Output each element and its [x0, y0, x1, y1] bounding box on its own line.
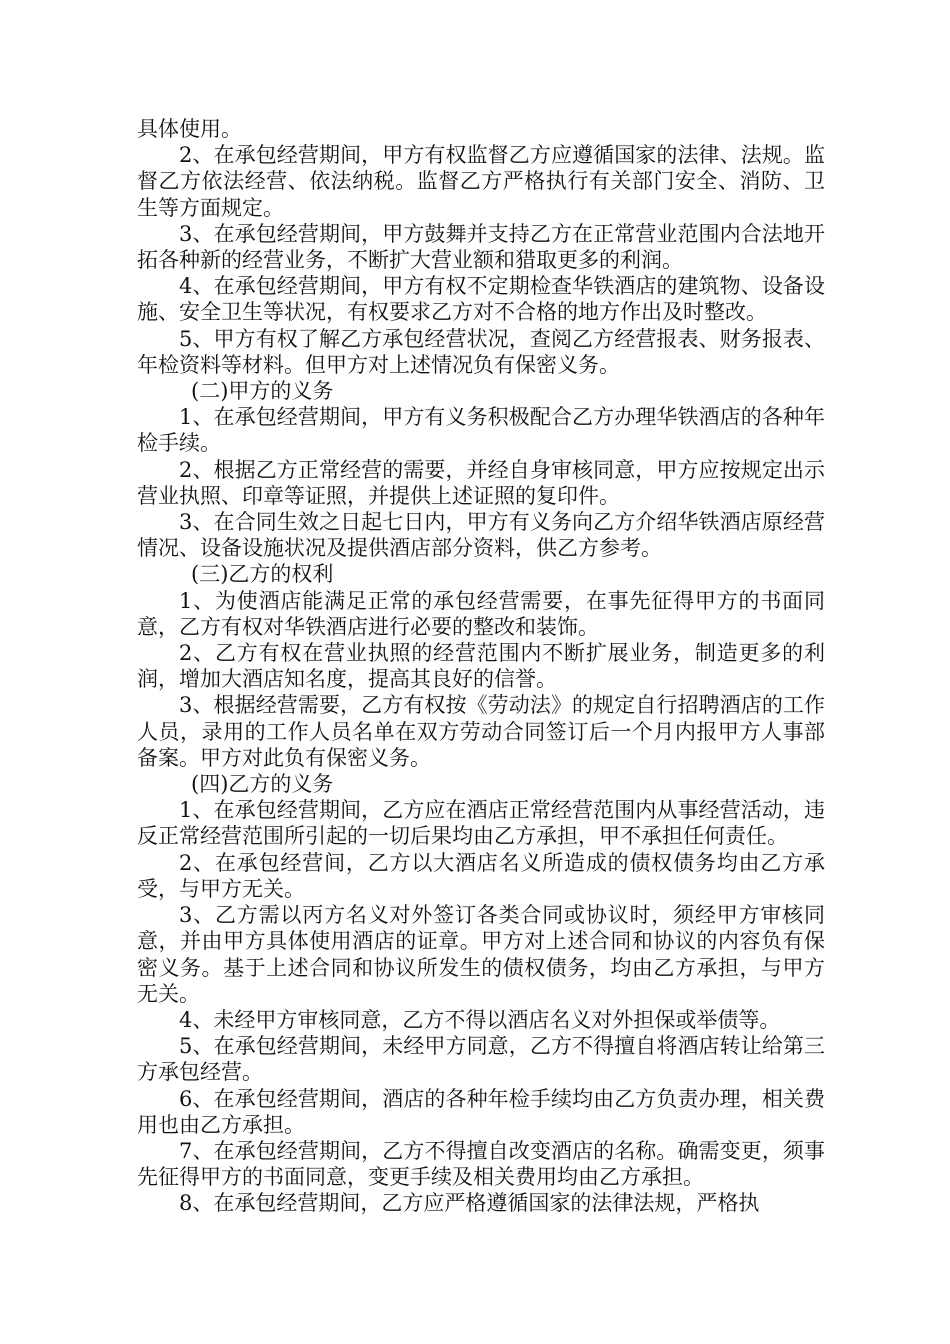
- paragraph: 3、在合同生效之日起七日内，甲方有义务向乙方介绍华铁酒店原经营情况、设备设施状况及提供酒店部分资料，供乙方参考。: [137, 510, 825, 561]
- paragraph: 具体使用。: [137, 117, 242, 141]
- paragraph: 3、在承包经营期间，甲方鼓舞并支持乙方在正常营业范围内合法地开拓各种新的经营业务，不断扩大营业额和猎取更多的利润。: [137, 221, 825, 273]
- paragraph: 8、在承包经营期间，乙方应严格遵循国家的法律法规，严格执: [179, 1191, 760, 1216]
- document-body: [137, 116, 825, 1217]
- paragraph: 1、在承包经营期间，甲方有义务积极配合乙方办理华铁酒店的各种年检手续。: [137, 405, 825, 456]
- paragraph: 5、在承包经营期间，未经甲方同意，乙方不得擅自将酒店转让给第三方承包经营。: [137, 1034, 825, 1085]
- paragraph: 6、在承包经营期间，酒店的各种年检手续均由乙方负责办理，相关费用也由乙方承担。: [137, 1086, 825, 1137]
- paragraph: 3、根据经营需要，乙方有权按《劳动法》的规定自行招聘酒店的工作人员，录用的工作人员名单在双方劳动合同签订后一个月内报甲方人事部备案。甲方对此负有保密义务。: [137, 693, 825, 770]
- paragraph: 4、未经甲方审核同意，乙方不得以酒店名义对外担保或举债等。: [179, 1007, 781, 1032]
- paragraph: 1、在承包经营期间，乙方应在酒店正常经营范围内从事经营活动，违反正常经营范围所引起的一切后果均由乙方承担，甲不承担任何责任。: [137, 798, 825, 849]
- paragraph: 5、甲方有权了解乙方承包经营状况，查阅乙方经营报表、财务报表、年检资料等材料。但甲方对上述情况负有保密义务。: [137, 326, 825, 377]
- section-heading: (二)甲方的义务: [191, 379, 334, 404]
- section-heading: (四)乙方的义务: [191, 772, 334, 797]
- paragraph: 7、在承包经营期间，乙方不得擅自改变酒店的名称。确需变更，须事先征得甲方的书面同意，变更手续及相关费用均由乙方承担。: [137, 1138, 825, 1190]
- paragraph: 2、在承包经营间，乙方以大酒店名义所造成的债权债务均由乙方承受，与甲方无关。: [137, 850, 825, 901]
- paragraph: 4、在承包经营期间，甲方有权不定期检查华铁酒店的建筑物、设备设施、安全卫生等状况，有权要求乙方对不合格的地方作出及时整改。: [137, 274, 825, 325]
- section-heading: (三)乙方的权利: [191, 562, 334, 587]
- paragraph: 2、根据乙方正常经营的需要，并经自身审核同意，甲方应按规定出示营业执照、印章等证照，并提供上述证照的复印件。: [137, 457, 825, 508]
- paragraph: 2、在承包经营期间，甲方有权监督乙方应遵循国家的法律、法规。监督乙方依法经营、依法纳税。监督乙方严格执行有关部门安全、消防、卫生等方面规定。: [137, 143, 825, 220]
- paragraph: 3、乙方需以丙方名义对外签订各类合同或协议时，须经甲方审核同意，并由甲方具体使用酒店的证章。甲方对上述合同和协议的内容负有保密义务。基于上述合同和协议所发生的债权债务，均由乙方承担，与甲方无关。: [137, 903, 825, 1006]
- paragraph: 2、乙方有权在营业执照的经营范围内不断扩展业务，制造更多的利润，增加大酒店知名度，提高其良好的信誉。: [137, 641, 825, 692]
- paragraph: 1、为使酒店能满足正常的承包经营需要，在事先征得甲方的书面同意，乙方有权对华铁酒店进行必要的整改和装饰。: [137, 588, 825, 639]
